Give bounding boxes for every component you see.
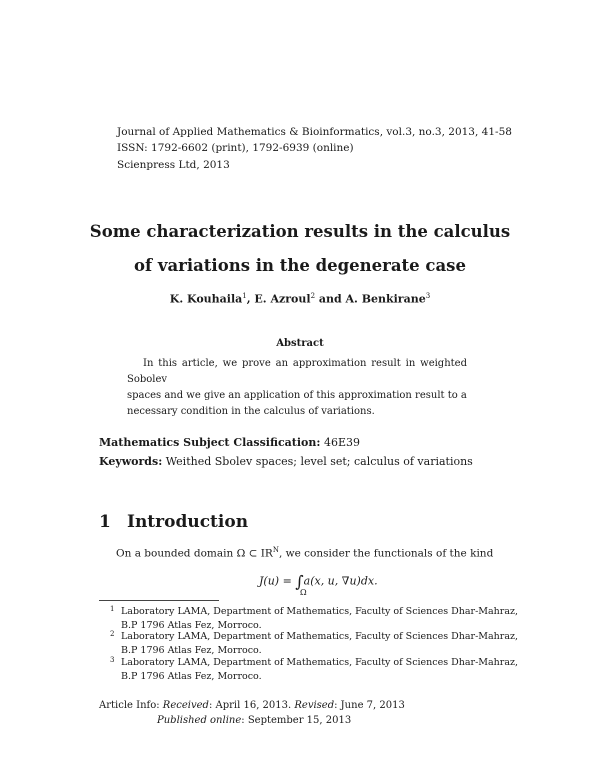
footnote-divider xyxy=(99,600,219,601)
abstract-body xyxy=(127,356,467,420)
author-separator: and xyxy=(315,292,346,306)
intro-text-after: , we consider the functionals of the kind xyxy=(278,547,494,560)
msc-line xyxy=(99,436,360,449)
formula-lhs: J(u) = xyxy=(259,574,296,588)
msc-label: Mathematics Subject Classification: xyxy=(99,436,321,449)
intro-text-before: On a bounded domain Ω ⊂ IR xyxy=(116,547,273,560)
keywords-value: Weithed Sbolev spaces; level set; calculus of variations xyxy=(165,455,473,468)
keywords-label: Keywords: xyxy=(99,455,163,468)
footnote-1-line-2: B.P 1796 Atlas Fez, Morroco. xyxy=(121,620,262,631)
author-2-footnote-mark: 2 xyxy=(310,292,316,300)
integral-domain: Ω xyxy=(300,588,307,597)
journal-issn: ISSN: 1792-6602 (print), 1792-6939 (online) xyxy=(117,142,354,154)
footnote-1-line-1: Laboratory LAMA, Department of Mathematics, Faculty of Sciences Dhar-Mahraz, xyxy=(121,606,519,617)
author-list xyxy=(0,292,600,306)
author-3-footnote-mark: 3 xyxy=(425,292,431,300)
received-label: Received xyxy=(162,700,209,711)
footnote-3-line-1: Laboratory LAMA, Department of Mathematics, Faculty of Sciences Dhar-Mahraz, xyxy=(121,657,519,668)
intro-superscript: N xyxy=(272,546,279,554)
author-separator: , xyxy=(246,292,255,306)
footnote-3 xyxy=(110,656,518,684)
abstract-line-3: necessary condition in the calculus of variations. xyxy=(127,406,375,417)
author-2: E. Azroul xyxy=(254,292,311,306)
footnote-3-mark: 3 xyxy=(110,656,115,664)
footnote-2-mark: 2 xyxy=(110,630,115,638)
abstract-line-1: In this article, we prove an approximation result in weighted Sobolev xyxy=(127,358,467,385)
revised-date: : June 7, 2013 xyxy=(334,700,405,711)
author-3: A. Benkirane xyxy=(345,292,426,306)
author-1: K. Kouhaila xyxy=(169,292,243,306)
paper-title-line-1: Some characterization results in the calculus xyxy=(89,222,511,241)
keywords-line xyxy=(99,455,473,468)
footnote-2-line-1: Laboratory LAMA, Department of Mathematics, Faculty of Sciences Dhar-Mahraz, xyxy=(121,631,519,642)
article-info-prefix: Article Info: xyxy=(99,700,160,711)
functional-formula xyxy=(259,572,378,597)
footnote-1 xyxy=(110,605,518,633)
article-info-line-2 xyxy=(99,713,405,728)
section-number: 1 xyxy=(99,512,111,532)
published-date: : September 15, 2013 xyxy=(241,715,352,726)
author-1-footnote-mark: 1 xyxy=(242,292,247,300)
published-label: Published online xyxy=(157,715,242,726)
footnote-3-line-2: B.P 1796 Atlas Fez, Morroco. xyxy=(121,671,262,682)
received-date: : April 16, 2013. xyxy=(208,700,292,711)
footnote-2 xyxy=(110,630,518,658)
footnote-2-line-2: B.P 1796 Atlas Fez, Morroco. xyxy=(121,645,262,656)
article-info-line-1 xyxy=(99,698,405,713)
section-title: Introduction xyxy=(127,512,249,532)
journal-citation: Journal of Applied Mathematics & Bioinformatics, vol.3, no.3, 2013, 41-58 xyxy=(117,126,512,138)
footnote-1-mark: 1 xyxy=(110,605,115,613)
article-info xyxy=(99,698,405,728)
abstract-heading: Abstract xyxy=(276,338,324,349)
revised-label: Revised xyxy=(294,700,335,711)
paper-title-line-2: of variations in the degenerate case xyxy=(134,256,466,275)
abstract-line-2: spaces and we give an application of this approximation result to a xyxy=(127,390,467,401)
formula-rhs: a(x, u, ∇u)dx. xyxy=(303,574,378,588)
integral-symbol: ∫ xyxy=(295,572,304,591)
section-heading xyxy=(99,512,248,532)
intro-paragraph xyxy=(116,546,493,560)
msc-value: 46E39 xyxy=(323,436,360,449)
journal-publisher: Scienpress Ltd, 2013 xyxy=(117,159,230,171)
